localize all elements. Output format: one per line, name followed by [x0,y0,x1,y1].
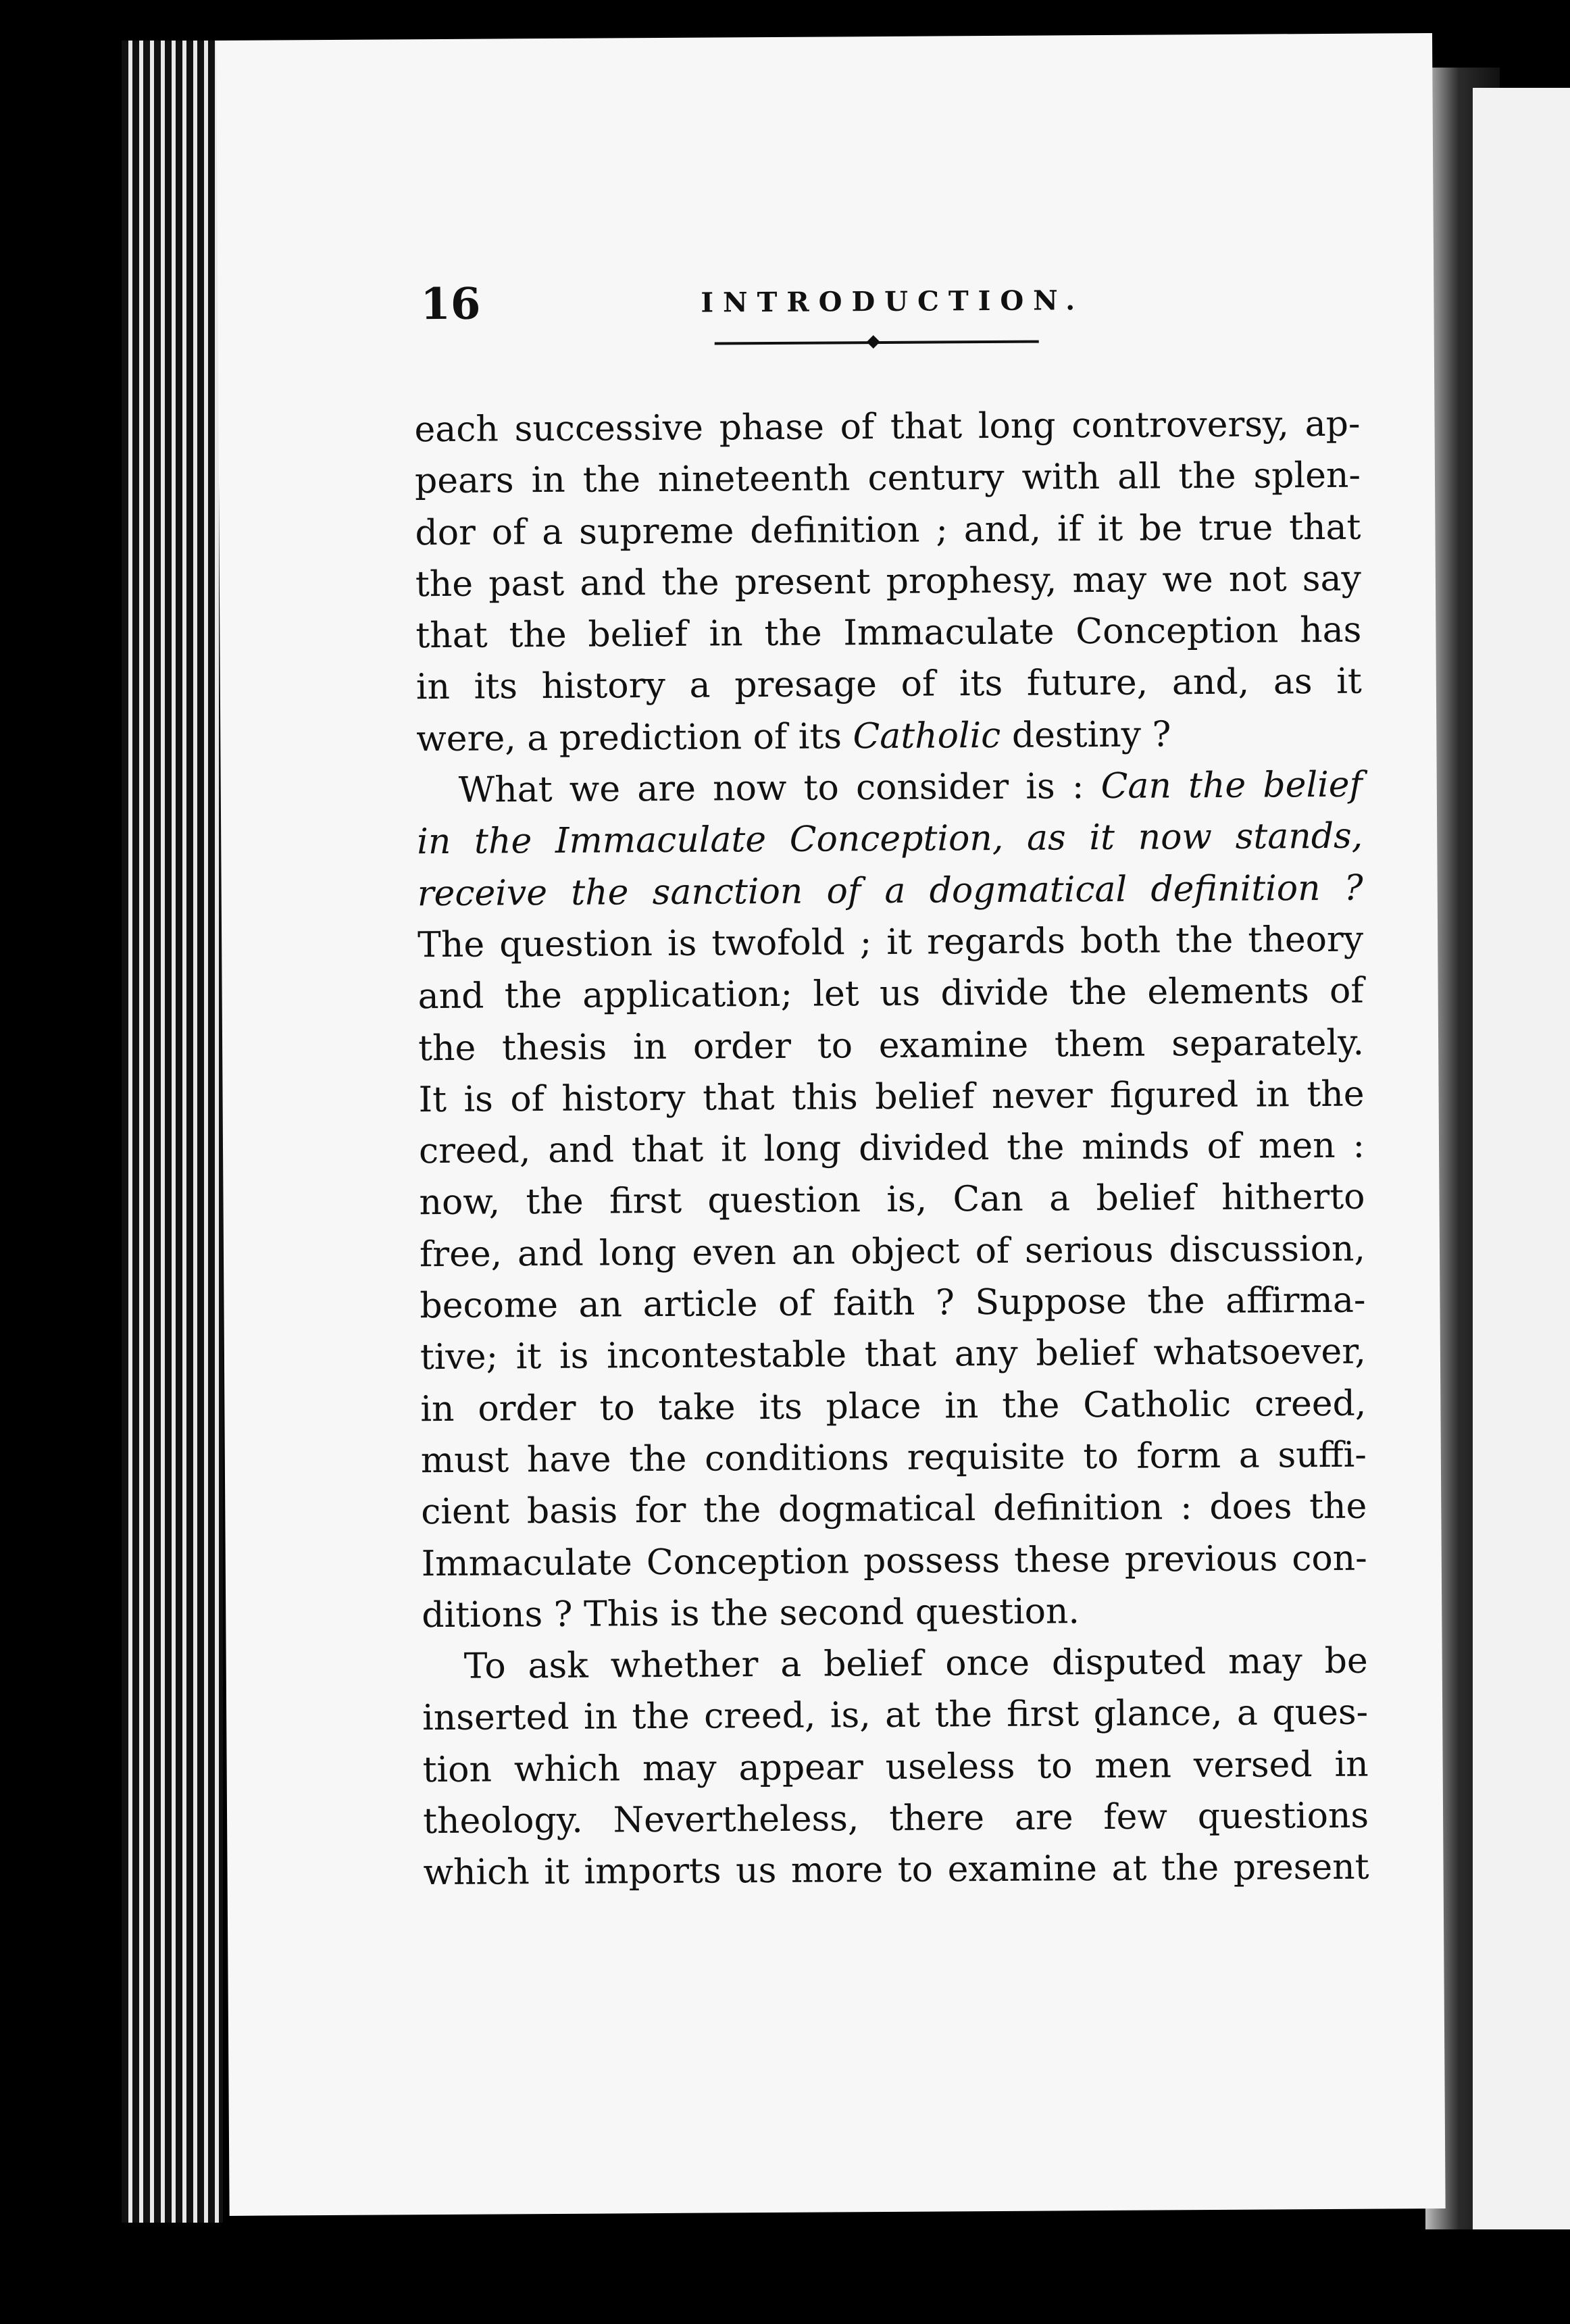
body-text [414,399,1369,1899]
text-line: Immaculate Conception possess these previous con- [421,1538,1367,1584]
text-line: now, the first question is, Can a belief hitherto [419,1177,1365,1223]
text-line: the thesis in order to examine them separately. [417,1022,1365,1069]
text-line: and the application; let us divide the elements of [417,970,1364,1017]
page-edges [122,41,223,2223]
italic-fragment: Catholic [853,715,1001,757]
text-line: that the belief in the Immaculate Conception has [415,609,1362,657]
text-line: must have the conditions requisite to form a suffi- [420,1434,1367,1482]
text-fragment: What we are now to consider is : [458,766,1084,811]
adjacent-page [1473,88,1570,2229]
text-line: tive; it is incontestable that any belief whatsoever, [420,1331,1367,1378]
text-line: To ask whether a belief once disputed may be [463,1640,1368,1687]
text-line: It is of history that this belief never figured in the [418,1073,1365,1121]
book-page [216,33,1446,2216]
text-line: receive the sanction of a dogmatical definition ? [417,867,1363,914]
page-number: 16 [420,278,481,330]
text-fragment: destiny ? [1011,714,1171,756]
ornamental-rule [715,340,1039,345]
text-line: free, and long even an object of serious discussion, [419,1228,1366,1275]
text-line: The question is twofold ; it regards both the theory [417,919,1364,966]
text-line [416,707,1362,765]
text-line: dor of a supreme definition ; and, if it be true that [415,507,1361,553]
running-head-title: INTRODUCTION. [701,284,1085,319]
text-line: tion which may appear useless to men versed in [422,1744,1369,1790]
text-line: in its history a presage of its future, and, as it [415,661,1363,708]
text-line: which it imports us more to examine at the present [423,1846,1369,1894]
text-line: theology. Nevertheless, there are few questions [422,1795,1369,1842]
italic-fragment: Can the belief [1100,764,1363,807]
text-line: ditions ? This is the second question. [422,1591,1080,1636]
text-line: become an article of faith ? Suppose the affirma- [420,1280,1366,1327]
text-line: inserted in the creed, is, at the first glance, a ques- [422,1692,1369,1739]
text-fragment: were, a prediction of its [416,716,842,759]
text-line: in order to take its place in the Catholic creed, [420,1383,1367,1430]
text-line [417,759,1363,817]
text-line: the past and the present prophesy, may we not say [415,558,1362,605]
text-line: cient basis for the dogmatical definition : does the [421,1486,1367,1533]
text-line: each successive phase of that long controversy, ap- [414,403,1361,451]
text-line: in the Immaculate Conception, as it now stands, [417,816,1363,863]
text-line: pears in the nineteenth century with all the splen- [414,455,1361,502]
text-line: creed, and that it long divided the minds of men : [418,1125,1365,1172]
running-head [218,273,1434,361]
